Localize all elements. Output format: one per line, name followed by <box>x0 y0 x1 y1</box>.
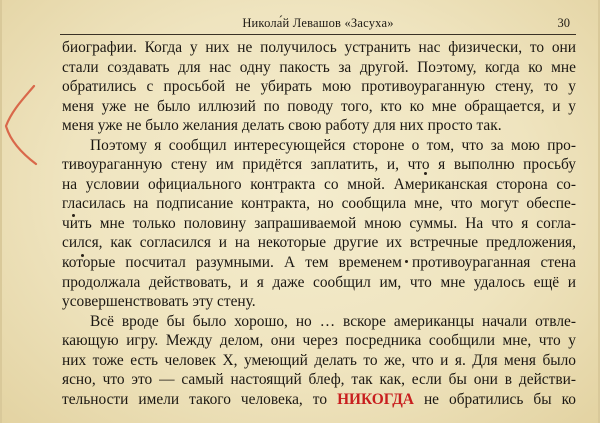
text-line: гласилась на подписание контракта, но сообщила мне, что могут обеспе- <box>62 195 576 213</box>
text-line: которые посчитал разумными. А тем временем противоураганная стена <box>62 254 576 272</box>
running-header <box>60 16 576 35</box>
paragraph <box>62 38 576 136</box>
text-line: меня уже не было иллюзий по поводу того, кто ко мне обращается, и у <box>62 97 576 115</box>
text-line: биографии. Когда у них не получилось устранить нас физически, то они <box>62 39 576 56</box>
body-text <box>62 38 576 409</box>
text-line: Поэтому я сообщил интересующейся стороне о том, что за мою про- <box>90 136 576 154</box>
header-title: Никола́й Левашов «Засуха» <box>242 16 394 30</box>
page-number: 30 <box>557 16 570 30</box>
text-line: меня уже не было желания делать свою работу для них просто так. <box>62 117 502 135</box>
text-fragment: тельности имели такого человека, то <box>62 390 328 408</box>
text-line-with-emphasis <box>62 390 576 410</box>
emphasis-word: НИКОГДА <box>337 390 414 408</box>
text-fragment: не обратились бы ко <box>423 390 577 408</box>
text-line: продолжала действовать, и я даже сообщил им, что мне удалось ещё и <box>62 273 576 291</box>
text-line: кающую игру. Между делом, они через посредника сообщили мне, что у <box>62 332 576 350</box>
text-line: обратились с просьбой не убирать мою противоураганную стену, то у <box>62 78 576 96</box>
paragraph <box>62 136 576 312</box>
text-line: усовершенствовать эту стену. <box>62 293 256 311</box>
text-line: чить мне только половину запрашиваемой мною суммы. На что я согла- <box>62 214 576 232</box>
paragraph <box>62 312 576 410</box>
text-line: сился, как согласился и на некоторые другие их встречные предложения, <box>62 234 576 252</box>
text-line: стали создавать для нас одну пакость за другой. Поэтому, когда ко мне <box>62 58 576 76</box>
pencil-check-mark-icon <box>2 80 42 170</box>
text-line: ясно, что это — самый настоящий блеф, так как, если бы они в действи- <box>62 371 576 389</box>
text-line: на условии официального контракта со мной. Американская сторона со- <box>62 175 576 193</box>
text-line: Всё вроде бы было хорошо, но … вскоре американцы начали отвле- <box>90 312 576 330</box>
text-line: них тоже есть человек X, умеющий делать то же, что и я. Для меня было <box>62 351 576 369</box>
text-line: тивоураганную стену им придётся заплатить, и, что я выполню просьбу <box>62 156 576 174</box>
